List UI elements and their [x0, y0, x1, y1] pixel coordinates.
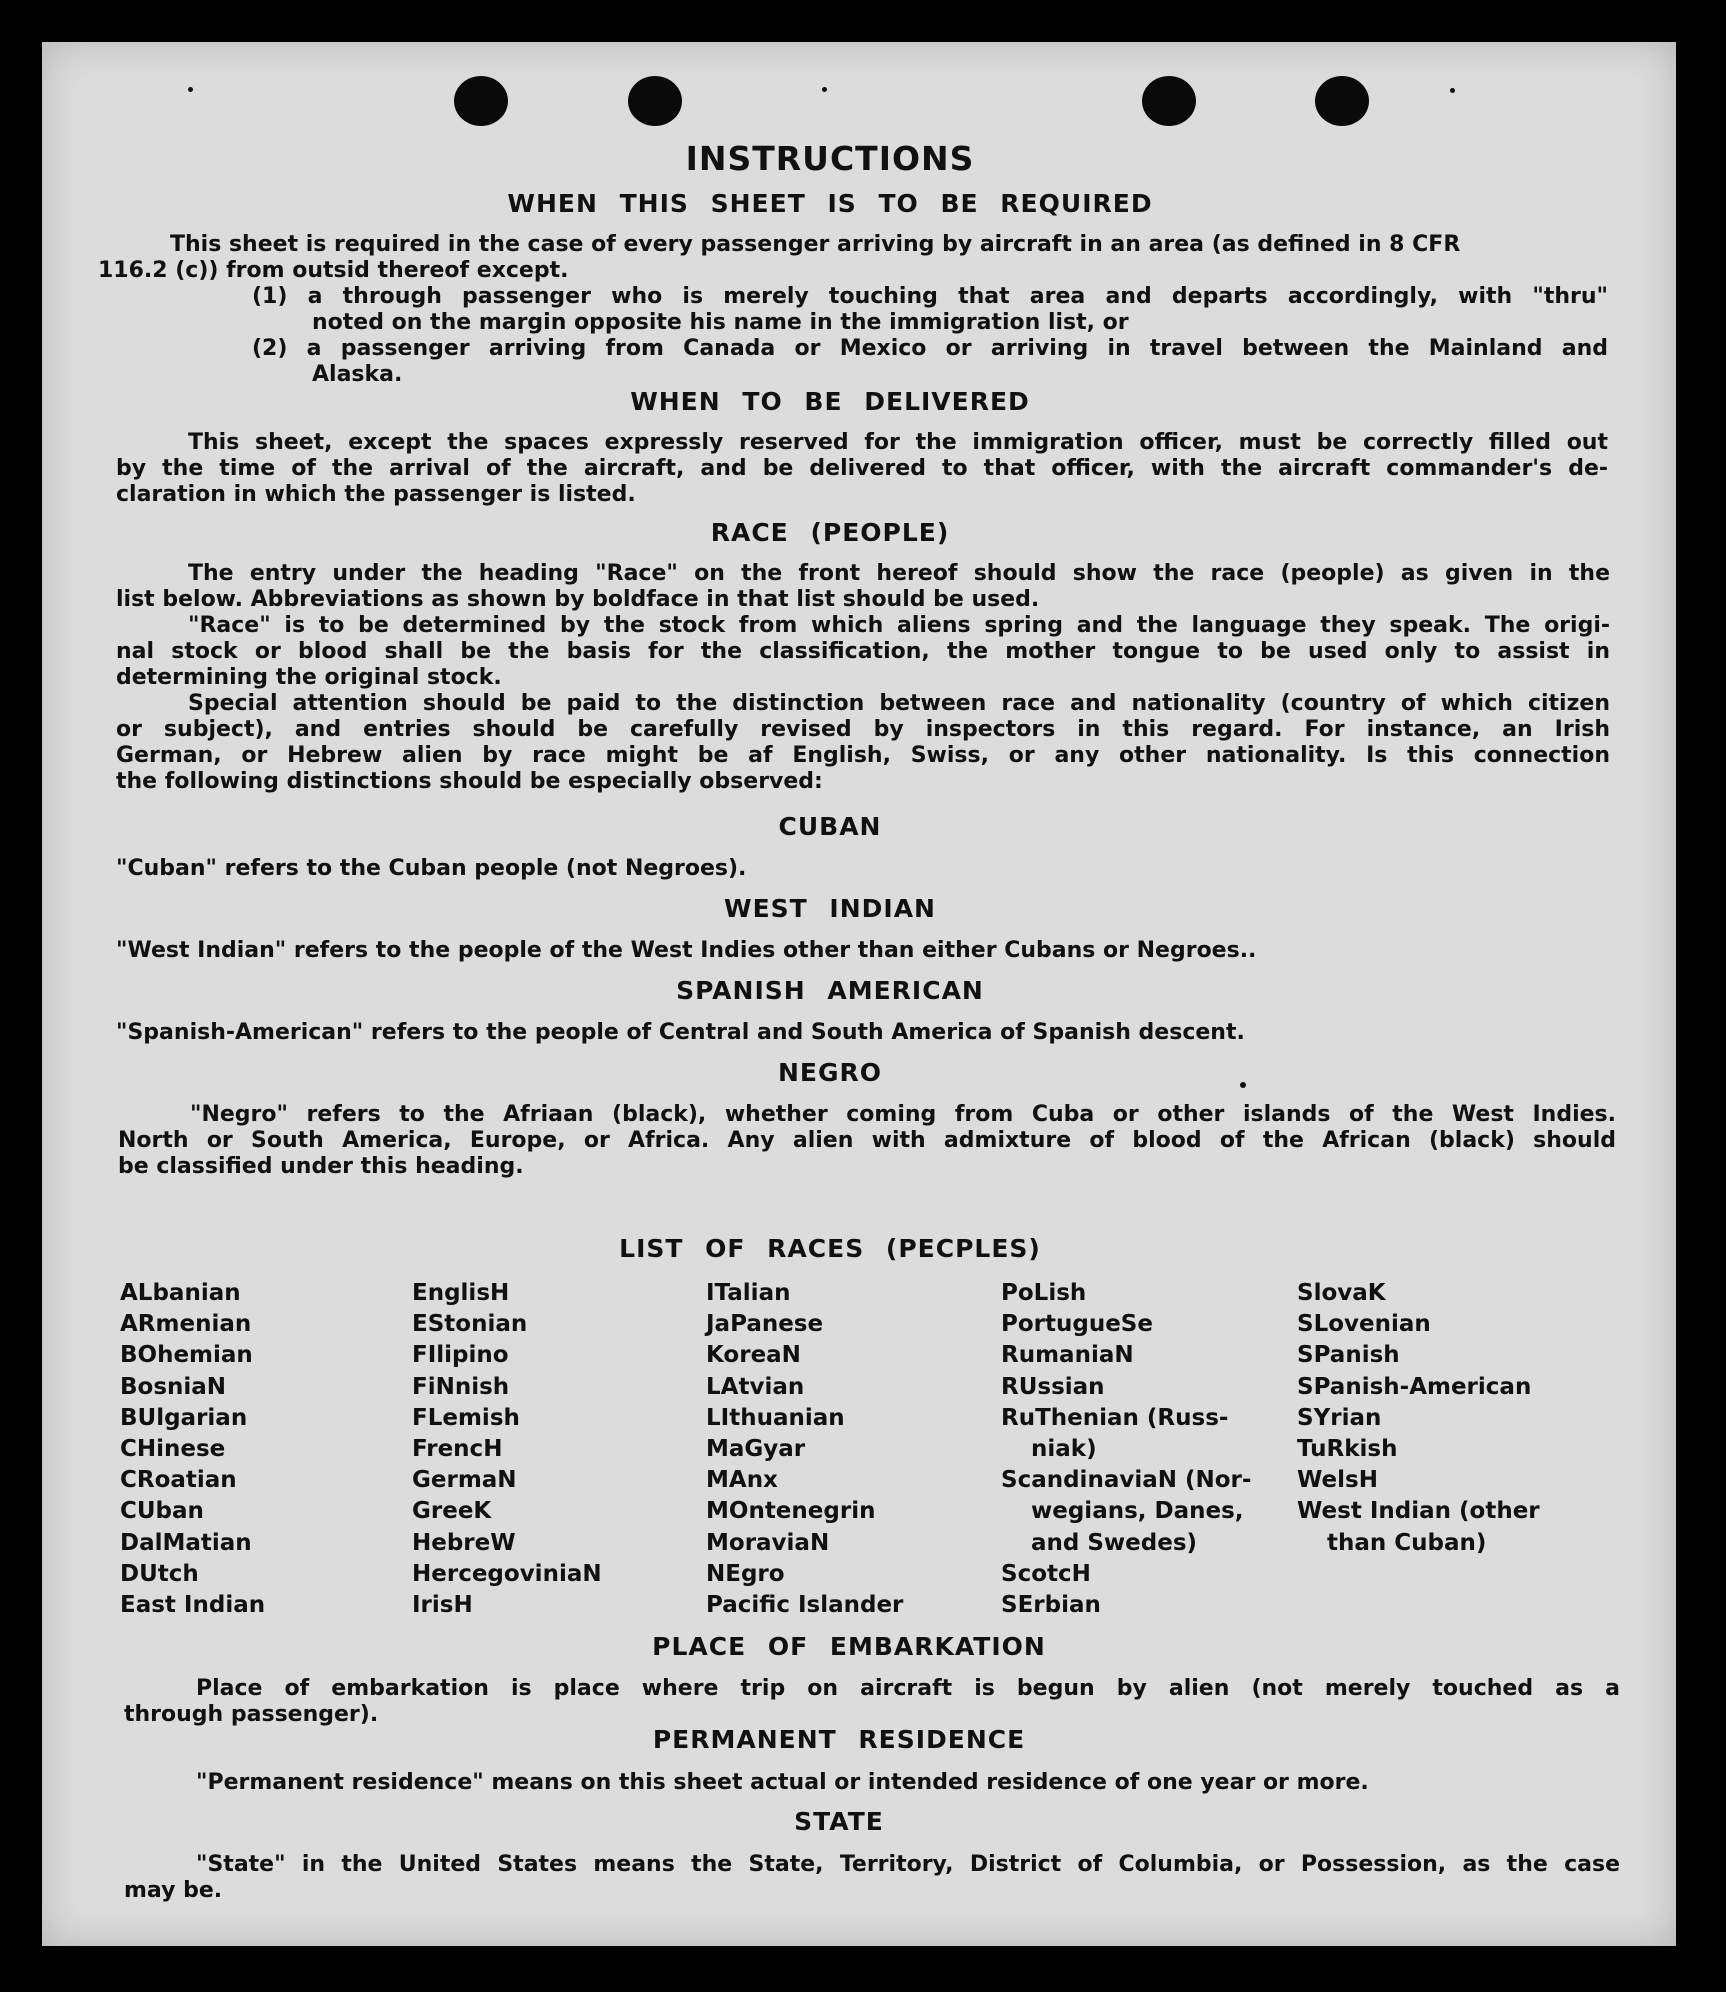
speck-1: [188, 87, 193, 92]
section-heading-race: RACE (PEOPLE): [710, 518, 950, 547]
race-item: ScandinaviaN (Nor-: [1001, 1467, 1252, 1494]
race-paragraph: [116, 561, 1610, 795]
race-item-continuation: and Swedes): [1031, 1529, 1198, 1556]
race-p1-line-1: The entry under the heading "Race" on the front hereof should show the race (people) as given in the: [188, 561, 1610, 586]
race-p2-line-3: determining the original stock.: [116, 665, 502, 690]
race-p3-line-3: German, or Hebrew alien by race might be af English, Swiss, or any other nationality. Is this connection: [116, 743, 1610, 768]
race-item: MAnx: [706, 1467, 778, 1494]
race-item: KoreaN: [706, 1342, 801, 1369]
race-item: West Indian (other: [1297, 1498, 1540, 1525]
race-item: CRoatian: [120, 1467, 237, 1494]
embarkation-paragraph: [124, 1676, 1620, 1728]
race-item: BUlgarian: [120, 1404, 248, 1431]
race-item-continuation: than Cuban): [1327, 1529, 1487, 1556]
section-heading-state: STATE: [794, 1807, 884, 1836]
race-item: NEgro: [706, 1560, 785, 1587]
state-line-2: may be.: [124, 1878, 223, 1903]
race-p2-line-2: nal stock or blood shall be the basis for the classification, the mother tongue to be used only to assist in: [116, 639, 1610, 664]
race-item: SPanish: [1297, 1342, 1400, 1369]
section-heading-required: WHEN THIS SHEET IS TO BE REQUIRED: [507, 189, 1153, 218]
race-item: RUssian: [1001, 1373, 1105, 1400]
race-item: FiNnish: [412, 1373, 510, 1400]
punch-hole-2: [628, 76, 682, 126]
race-item: MoraviaN: [706, 1529, 830, 1556]
section-heading-west-indian: WEST INDIAN: [724, 894, 936, 923]
race-item: RumaniaN: [1001, 1342, 1134, 1369]
race-item: ScotcH: [1001, 1560, 1091, 1587]
exception-2-line-1: (2) a passenger arriving from Canada or Mexico or arriving in travel between the Mainland and: [252, 336, 1608, 361]
race-item: SErbian: [1001, 1592, 1101, 1619]
delivered-paragraph: [116, 430, 1608, 508]
race-item: DalMatian: [120, 1529, 252, 1556]
race-item: RuThenian (Russ-: [1001, 1404, 1229, 1431]
race-item: MOntenegrin: [706, 1498, 876, 1525]
race-item: East Indian: [120, 1592, 266, 1619]
race-item: JaPanese: [706, 1311, 824, 1338]
race-item: SYrian: [1297, 1404, 1382, 1431]
race-item: LIthuanian: [706, 1404, 845, 1431]
punch-hole-1: [454, 76, 508, 126]
embarkation-line-1: Place of embarkation is place where trip on aircraft is begun by alien (not merely touched as a: [196, 1676, 1620, 1701]
race-p3-line-1: Special attention should be paid to the distinction between race and nationality (country of which citizen: [188, 691, 1610, 716]
race-item: GermaN: [412, 1467, 517, 1494]
race-item: ALbanian: [120, 1280, 241, 1306]
race-item: LAtvian: [706, 1373, 805, 1400]
speck-3: [1450, 88, 1455, 93]
punch-hole-3: [1142, 76, 1196, 126]
race-item: ARmenian: [120, 1311, 252, 1338]
section-heading-spanish-american: SPANISH AMERICAN: [676, 976, 984, 1005]
residence-text: [124, 1770, 1620, 1796]
race-item: IrisH: [412, 1592, 473, 1619]
race-item: BosniaN: [120, 1373, 227, 1400]
race-item: SlovaK: [1297, 1280, 1386, 1306]
negro-paragraph: [118, 1102, 1616, 1180]
required-exception-2: [252, 336, 1608, 388]
section-heading-negro: NEGRO: [777, 1058, 883, 1087]
negro-line-1: "Negro" refers to the Afriaan (black), whether coming from Cuba or other islands of the West Indies.: [190, 1102, 1616, 1127]
negro-line-2: North or South America, Europe, or Africa. Any alien with admixture of blood of the African (black) should: [118, 1128, 1616, 1153]
race-item: FIlipino: [412, 1342, 509, 1369]
section-heading-cuban: CUBAN: [778, 812, 882, 841]
races-column-2: [412, 1278, 602, 1621]
race-item: CUban: [120, 1498, 204, 1525]
state-paragraph: [124, 1852, 1620, 1904]
race-p1-line-2: list below. Abbreviations as shown by boldface in that list should be used.: [116, 587, 1040, 612]
cuban-text: "Cuban" refers to the Cuban people (not Negroes).: [116, 856, 747, 881]
race-p3-line-2: or subject), and entries should be carefully revised by inspectors in this regard. For instance, an Irish: [116, 717, 1610, 742]
exception-1-line-1: (1) a through passenger who is merely touching that area and departs accordingly, with "thru": [252, 284, 1608, 309]
race-item: MaGyar: [706, 1436, 806, 1463]
race-item: BOhemian: [120, 1342, 253, 1369]
west-indian-text: "West Indian" refers to the people of the West Indies other than either Cubans or Negroes..: [116, 938, 1257, 963]
race-item: GreeK: [412, 1498, 492, 1525]
section-heading-delivered: WHEN TO BE DELIVERED: [630, 387, 1030, 416]
race-item: DUtch: [120, 1560, 199, 1587]
required-intro: [98, 232, 1608, 284]
race-p2-line-1: "Race" is to be determined by the stock from which aliens spring and the language they speak. The origi-: [188, 613, 1610, 638]
residence-line-1: "Permanent residence" means on this sheet actual or intended residence of one year or more.: [196, 1770, 1369, 1795]
exception-2-line-2: Alaska.: [312, 362, 403, 387]
speck-2: [822, 87, 827, 92]
races-column-5: [1297, 1278, 1540, 1559]
delivered-line-2: by the time of the arrival of the aircraft, and be delivered to that officer, with the aircraft commander's de-: [116, 456, 1608, 481]
page-title: INSTRUCTIONS: [685, 139, 975, 178]
race-item: FLemish: [412, 1404, 520, 1431]
section-heading-permanent-residence: PERMANENT RESIDENCE: [652, 1725, 1026, 1754]
punch-hole-4: [1315, 76, 1369, 126]
negro-line-3: be classified under this heading.: [118, 1154, 524, 1179]
race-item: ITalian: [706, 1280, 791, 1306]
delivered-line-3: claration in which the passenger is listed.: [116, 482, 636, 507]
races-column-3: [706, 1278, 903, 1621]
exception-1-line-2: noted on the margin opposite his name in the immigration list, or: [312, 310, 1129, 335]
spanish-american-text: "Spanish-American" refers to the people of Central and South America of Spanish descent.: [116, 1020, 1245, 1045]
race-item: PortugueSe: [1001, 1311, 1153, 1338]
races-column-4: [1001, 1278, 1251, 1621]
races-column-1: [120, 1278, 265, 1621]
race-item: FrencH: [412, 1436, 503, 1463]
required-intro-line-1: This sheet is required in the case of every passenger arriving by aircraft in an area (as defined in 8 CFR: [170, 232, 1461, 257]
race-p3-line-4: the following distinctions should be especially observed:: [116, 769, 823, 794]
race-item: EStonian: [412, 1311, 528, 1338]
race-item: Pacific Islander: [706, 1592, 904, 1619]
race-item: SPanish-American: [1297, 1373, 1532, 1400]
document-page: [42, 42, 1676, 1946]
race-item: SLovenian: [1297, 1311, 1431, 1338]
race-item-continuation: wegians, Danes,: [1031, 1498, 1244, 1525]
race-item: CHinese: [120, 1436, 226, 1463]
race-item: HercegoviniaN: [412, 1560, 602, 1587]
delivered-line-1: This sheet, except the spaces expressly reserved for the immigration officer, must be correctly filled out: [188, 430, 1608, 455]
embarkation-line-2: through passenger).: [124, 1702, 379, 1727]
race-item: TuRkish: [1297, 1436, 1398, 1463]
race-item: WelsH: [1297, 1467, 1378, 1494]
required-exception-1: [252, 284, 1608, 336]
state-line-1: "State" in the United States means the State, Territory, District of Columbia, or Possession, as the case: [196, 1852, 1620, 1877]
race-item-continuation: niak): [1031, 1436, 1097, 1463]
required-intro-line-2: 116.2 (c)) from outsid thereof except.: [98, 258, 569, 283]
race-item: HebreW: [412, 1529, 516, 1556]
race-item: PoLish: [1001, 1280, 1087, 1306]
section-heading-list-of-races: LIST OF RACES (PECPLES): [619, 1234, 1041, 1263]
race-item: EnglisH: [412, 1280, 510, 1306]
section-heading-embarkation: PLACE OF EMBARKATION: [652, 1632, 1046, 1661]
